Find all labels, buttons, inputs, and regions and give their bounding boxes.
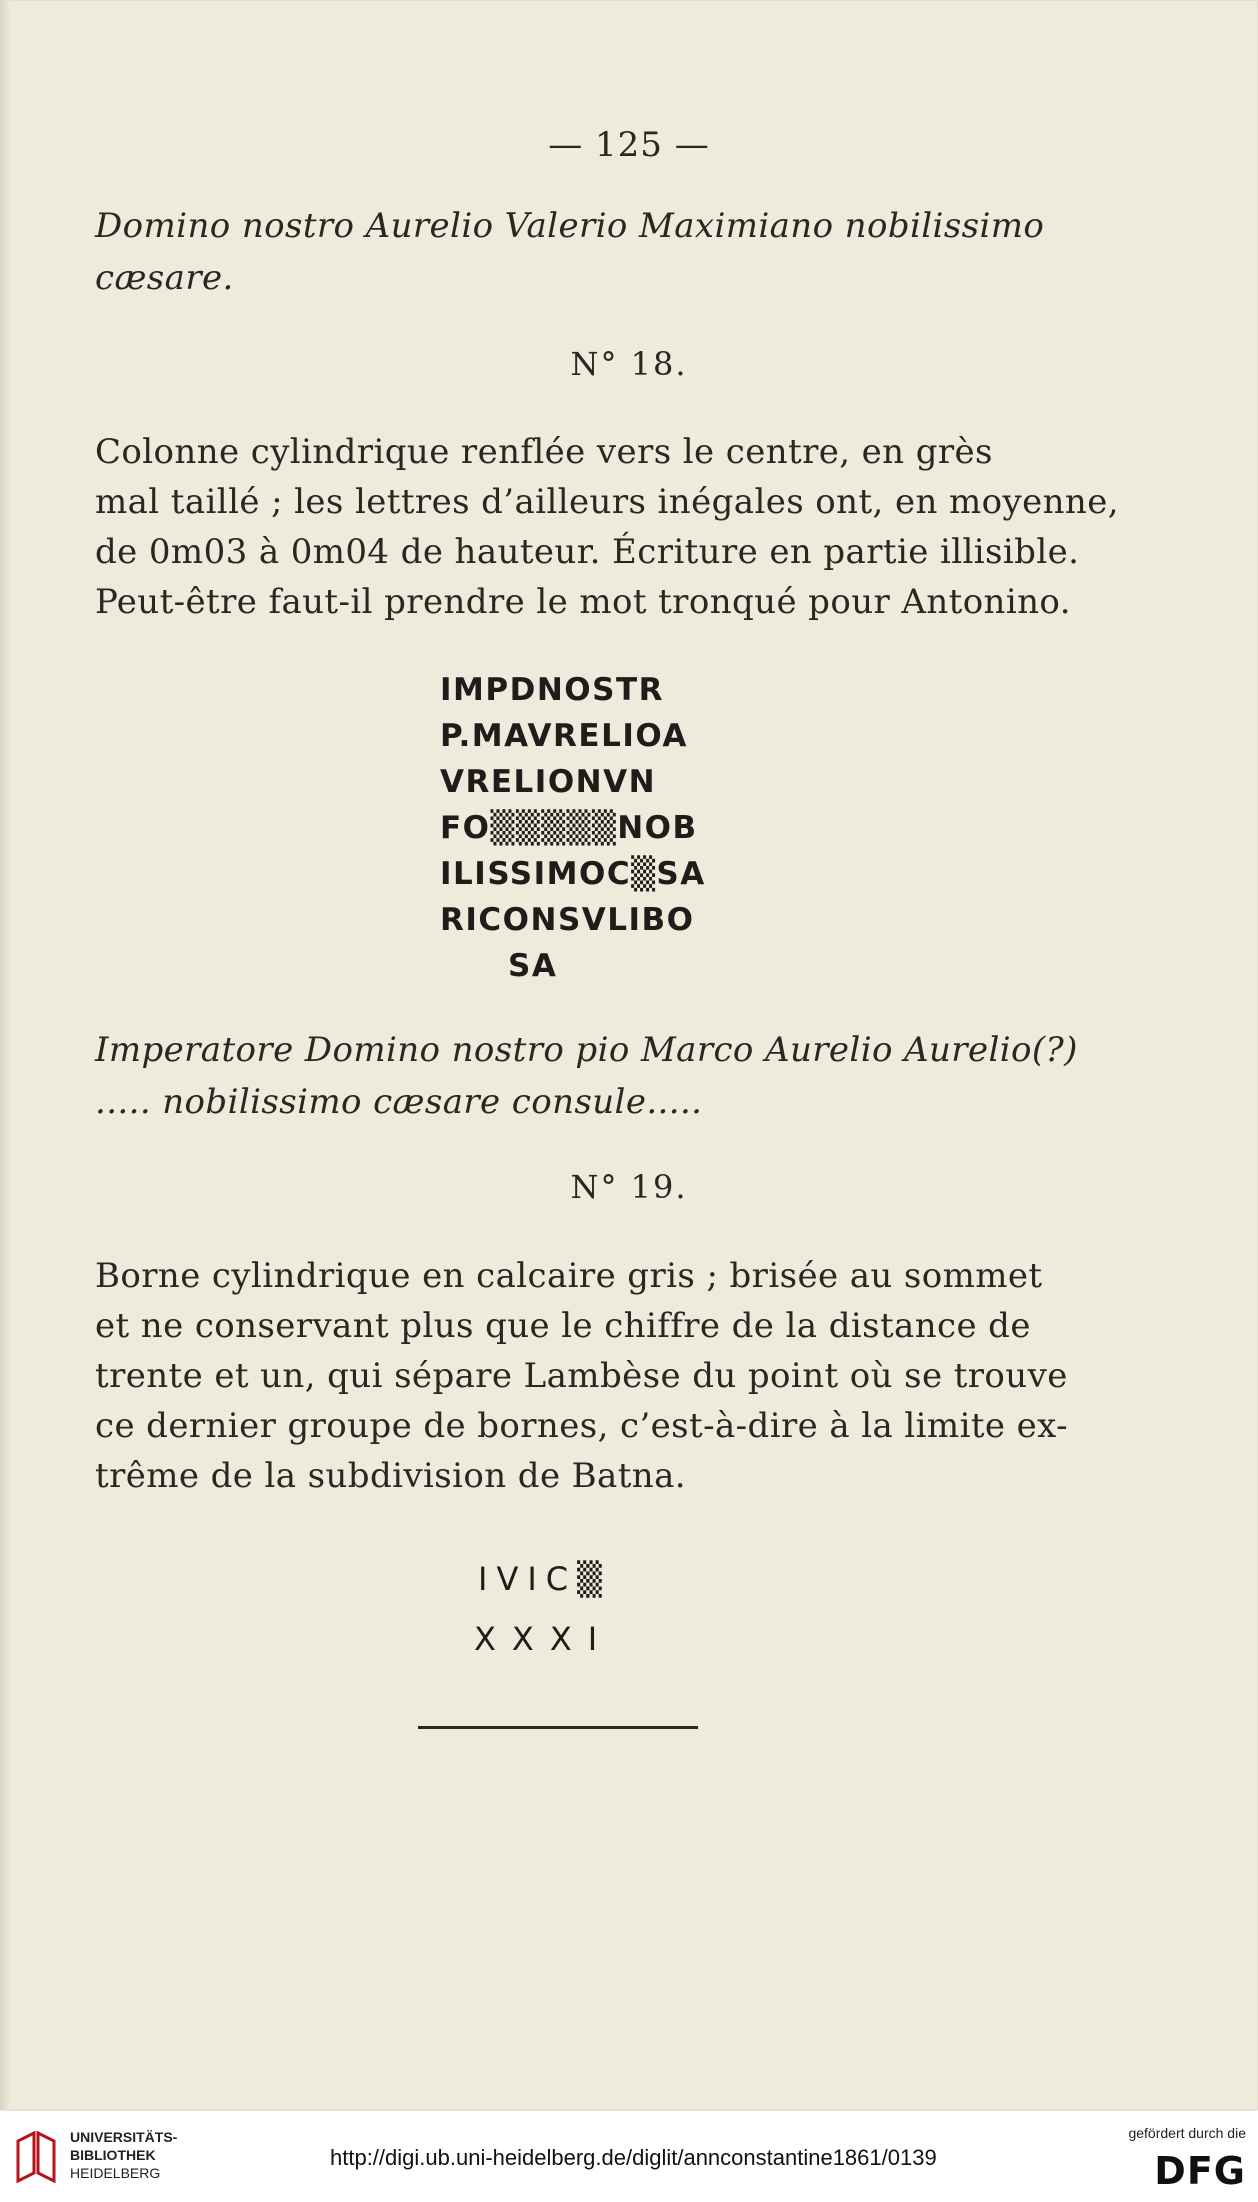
inscription-18-line-5: ILISSIMOC▒SA <box>440 856 706 892</box>
description-19-line-5: trême de la subdivision de Batna. <box>95 1456 686 1496</box>
translation-18-line-1: Imperatore Domino nostro pio Marco Aurelio Aurelio(?) <box>95 1030 1078 1070</box>
description-18-line-3: de 0m03 à 0m04 de hauteur. Écriture en partie illisible. <box>95 532 1080 572</box>
inscription-18-line-3: VRELIONVN <box>440 764 657 800</box>
description-19-line-2: et ne conservant plus que le chiffre de la distance de <box>95 1306 1031 1346</box>
dfg-logo: DFG <box>1154 2149 1246 2193</box>
library-name-line-3: HEIDELBERG <box>70 2165 161 2181</box>
inscription-18-line-1: IMPDNOSTR <box>440 672 664 708</box>
library-logo-icon <box>14 2131 58 2185</box>
inscription-19-line-2: XXXI <box>474 1620 614 1658</box>
footer-bar <box>0 2110 1258 2202</box>
funded-by-label: gefördert durch die <box>1128 2125 1246 2141</box>
description-18-line-1: Colonne cylindrique renflée vers le centre, en grès <box>95 432 993 472</box>
translation-18-line-2: ..... nobilissimo cæsare consule..... <box>95 1082 703 1122</box>
inscription-19-line-1: IVIC▒ <box>478 1560 611 1598</box>
description-18-line-4: Peut-être faut-il prendre le mot tronqué pour Antonino. <box>95 582 1071 622</box>
inscription-18-line-2: P.MAVRELIOA <box>440 718 688 754</box>
end-rule <box>418 1726 698 1729</box>
intro-line-1: Domino nostro Aurelio Valerio Maximiano nobilissimo <box>95 206 1045 246</box>
intro-line-2: cæsare. <box>95 258 234 298</box>
inscription-18-line-7: SA <box>508 948 558 984</box>
inscription-18-line-6: RICONSVLIBO <box>440 902 695 938</box>
library-name-line-2: BIBLIOTHEK <box>70 2147 156 2163</box>
library-name-line-1: UNIVERSITÄTS- <box>70 2129 178 2145</box>
heading-no-19: N° 19. <box>570 1168 688 1206</box>
inscription-18-line-4: FO▒▒▒▒▒NOB <box>440 810 698 846</box>
description-19-line-3: trente et un, qui sépare Lambèse du point où se trouve <box>95 1356 1068 1396</box>
description-18-line-2: mal taillé ; les lettres d’ailleurs inégales ont, en moyenne, <box>95 482 1119 522</box>
heading-no-18: N° 18. <box>570 345 688 383</box>
description-19-line-4: ce dernier groupe de bornes, c’est-à-dire à la limite ex- <box>95 1406 1069 1446</box>
description-19-line-1: Borne cylindrique en calcaire gris ; brisée au sommet <box>95 1256 1043 1296</box>
permalink-url[interactable]: http://digi.ub.uni-heidelberg.de/diglit/annconstantine1861/0139 <box>330 2145 937 2170</box>
page-number: — 125 — <box>548 125 710 165</box>
